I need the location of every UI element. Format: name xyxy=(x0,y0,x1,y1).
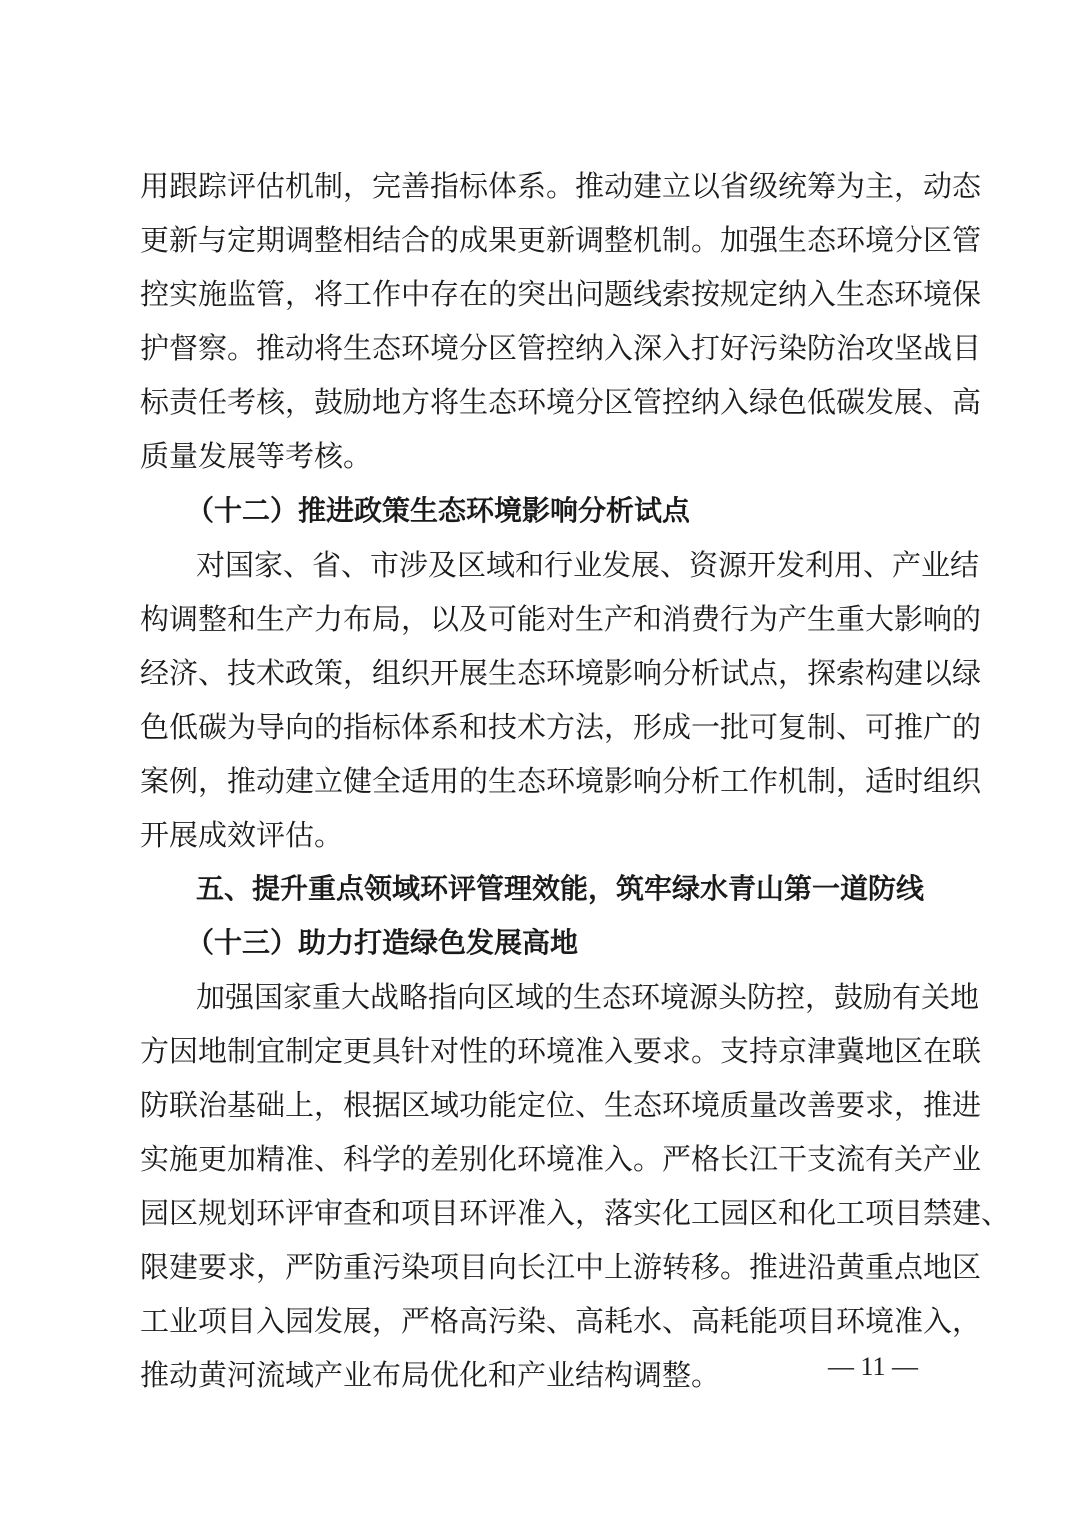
text-line: 标责任考核，鼓励地方将生态环境分区管控纳入绿色低碳发展、高 xyxy=(140,385,982,419)
text-line: 开展成效评估。 xyxy=(140,818,344,852)
text-line: 对国家、省、市涉及区域和行业发展、资源开发利用、产业结 xyxy=(196,548,980,582)
text-line: 加强国家重大战略指向区域的生态环境源头防控，鼓励有关地 xyxy=(196,980,980,1014)
text-line: 色低碳为导向的指标体系和技术方法，形成一批可复制、可推广的 xyxy=(140,710,982,744)
text-line: 推动黄河流域产业布局优化和产业结构调整。 xyxy=(140,1358,721,1392)
text-line: 质量发展等考核。 xyxy=(140,439,373,473)
text-line: 方因地制宜制定更具针对性的环境准入要求。支持京津冀地区在联 xyxy=(140,1034,982,1068)
text-line: 工业项目入园发展，严格高污染、高耗水、高耗能项目环境准入， xyxy=(140,1304,982,1338)
text-line: 经济、技术政策，组织开展生态环境影响分析试点，探索构建以绿 xyxy=(140,656,982,690)
text-line: 限建要求，严防重污染项目向长江中上游转移。推进沿黄重点地区 xyxy=(140,1250,982,1284)
text-line: 实施更加精准、科学的差别化环境准入。严格长江干支流有关产业 xyxy=(140,1142,982,1176)
text-line: 构调整和生产力布局，以及可能对生产和消费行为产生重大影响的 xyxy=(140,602,982,636)
section-heading-13: （十三）助力打造绿色发展高地 xyxy=(186,926,579,959)
text-line: 控实施监管，将工作中存在的突出问题线索按规定纳入生态环境保 xyxy=(140,277,982,311)
page-number: — 11 — xyxy=(827,1352,919,1381)
chapter-heading-5: 五、提升重点领域环评管理效能，筑牢绿水青山第一道防线 xyxy=(196,872,925,905)
text-line: 园区规划环评审查和项目环评准入，落实化工园区和化工项目禁建、 xyxy=(140,1196,1011,1230)
text-line: 更新与定期调整相结合的成果更新调整机制。加强生态环境分区管 xyxy=(140,223,982,257)
text-line: 案例，推动建立健全适用的生态环境影响分析工作机制，适时组织 xyxy=(140,764,982,798)
text-line: 护督察。推动将生态环境分区管控纳入深入打好污染防治攻坚战目 xyxy=(140,331,982,365)
text-line: 防联治基础上，根据区域功能定位、生态环境质量改善要求，推进 xyxy=(140,1088,982,1122)
section-heading-12: （十二）推进政策生态环境影响分析试点 xyxy=(186,494,691,527)
text-line: 用跟踪评估机制，完善指标体系。推动建立以省级统筹为主，动态 xyxy=(140,169,982,203)
